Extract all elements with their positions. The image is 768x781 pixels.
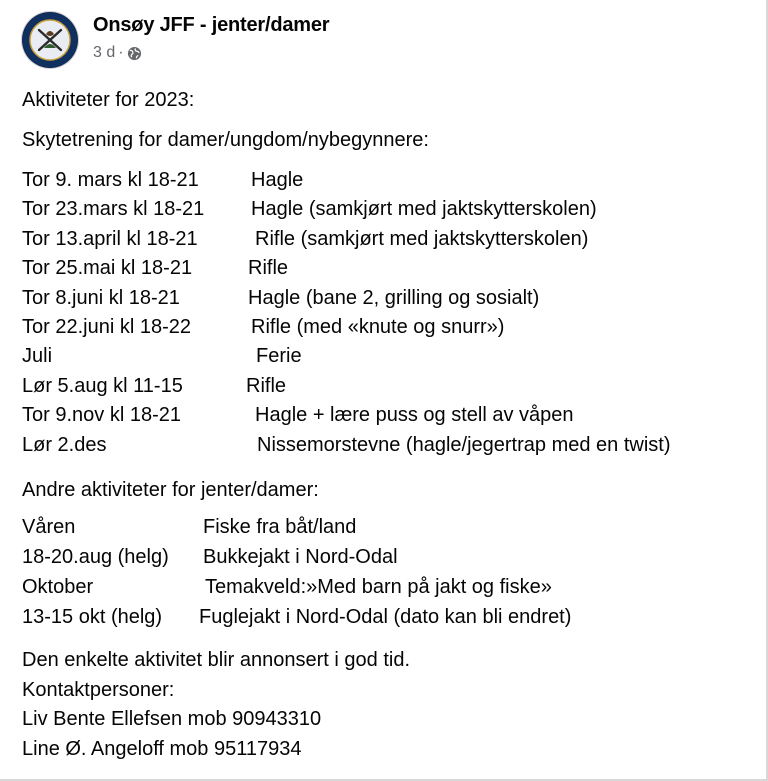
other-heading: Andre aktiviteter for jenter/damer: [22, 479, 319, 501]
training-activity: Rifle [248, 257, 289, 280]
other-activity-description: Bukkejakt i Nord-Odal [203, 546, 398, 568]
club-logo-icon [22, 12, 78, 68]
other-activity-description: Fiske fra båt/land [203, 516, 357, 538]
training-date: Lør 2.des [22, 433, 107, 456]
training-activity: Ferie [256, 345, 302, 368]
globe-icon[interactable] [127, 46, 142, 61]
training-activity: Hagle (bane 2, grilling og sosialt) [248, 286, 540, 309]
footer-line: Den enkelte aktivitet blir annonsert i god tid. [22, 649, 410, 671]
page-name-link[interactable]: Onsøy JFF - jenter/damer [93, 14, 330, 36]
other-activity-description: Temakveld:»Med barn på jakt og fiske» [205, 576, 552, 598]
meta-separator: · [118, 44, 124, 61]
page-avatar[interactable] [22, 12, 78, 68]
training-date: Lør 5.aug kl 11-15 [22, 374, 183, 397]
other-activity-date: 18-20.aug (helg) [22, 546, 169, 568]
training-activity: Hagle + lære puss og stell av våpen [255, 404, 574, 427]
training-activity: Nissemorstevne (hagle/jegertrap med en twist) [257, 433, 671, 456]
training-activity: Rifle (samkjørt med jaktskytterskolen) [255, 227, 589, 250]
post-timestamp[interactable]: 3 d [93, 44, 116, 61]
training-date: Tor 13.april kl 18-21 [22, 227, 198, 250]
training-date: Juli [22, 345, 53, 368]
training-activity: Rifle (med «knute og snurr») [251, 316, 505, 338]
post-heading: Aktiviteter for 2023: [22, 89, 195, 111]
training-date: Tor 23.mars kl 18-21 [22, 198, 205, 221]
footer-line: Line Ø. Angeloff mob 95117934 [22, 737, 302, 760]
training-activity: Rifle [246, 374, 287, 397]
footer-line: Liv Bente Ellefsen mob 90943310 [22, 708, 322, 730]
training-date: Tor 22.juni kl 18-22 [22, 316, 191, 338]
training-heading: Skytetrening for damer/ungdom/nybegynnere: [22, 129, 429, 151]
training-activity: Hagle [251, 169, 304, 191]
training-date: Tor 9. mars kl 18-21 [22, 169, 199, 191]
other-activity-date: Våren [22, 516, 76, 538]
post-meta [93, 44, 142, 62]
footer-line: Kontaktpersoner: [22, 678, 175, 701]
training-date: Tor 9.nov kl 18-21 [22, 404, 181, 427]
other-activity-date: Oktober [22, 576, 94, 598]
training-date: Tor 25.mai kl 18-21 [22, 257, 193, 280]
other-activity-description: Fuglejakt i Nord-Odal (dato kan bli endret) [199, 606, 572, 628]
other-activity-date: 13-15 okt (helg) [22, 606, 163, 628]
training-activity: Hagle (samkjørt med jaktskytterskolen) [251, 198, 597, 221]
training-date: Tor 8.juni kl 18-21 [22, 286, 180, 309]
